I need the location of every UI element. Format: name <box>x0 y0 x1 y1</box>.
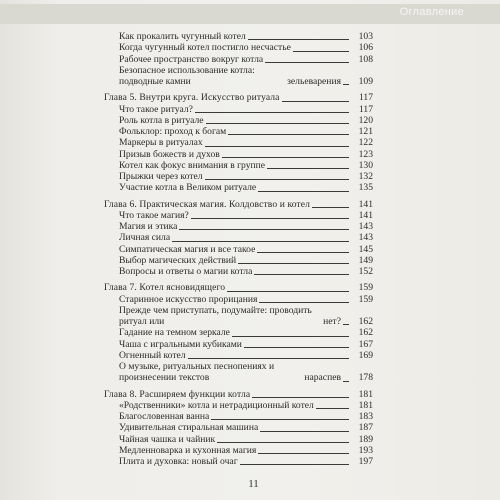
toc-entry-title: Старинное искусство прорицания <box>119 293 258 305</box>
toc-page-number: 123 <box>358 148 373 160</box>
leader-line <box>259 302 349 303</box>
toc-entry <box>104 422 373 433</box>
toc-entry <box>104 31 373 42</box>
toc-chapter <box>104 199 373 210</box>
toc-entry <box>104 400 373 411</box>
toc-entry <box>104 65 373 88</box>
toc-page-number: 162 <box>358 316 373 327</box>
toc-page-number: 159 <box>358 282 373 294</box>
toc-entry <box>104 327 373 338</box>
leader-line <box>293 51 349 52</box>
toc-entry-title-line1: Прежде чем приступать, подумайте: проводить ритуал или <box>119 304 312 327</box>
toc-page-number: 183 <box>358 411 373 422</box>
table-of-contents <box>104 31 373 467</box>
toc-page-number: 143 <box>358 221 373 232</box>
toc-entry <box>104 339 373 350</box>
toc-entry-title-line2: нет? <box>323 316 341 327</box>
toc-page-number: 135 <box>358 182 373 194</box>
toc-page-number: 122 <box>358 137 373 149</box>
toc-entry-title: Как прокалить чугунный котел <box>119 31 246 42</box>
toc-page-number: 121 <box>358 126 373 137</box>
toc-entry-title: Благословенная ванна <box>119 411 210 422</box>
toc-entry-title: Симпатическая магия и все такое <box>119 243 256 255</box>
toc-page-number: 130 <box>358 159 373 171</box>
toc-entry <box>104 149 373 160</box>
toc-page-number: 120 <box>358 114 373 126</box>
leader-line <box>188 358 349 359</box>
leader-line <box>205 179 349 180</box>
page-footer <box>0 478 500 490</box>
toc-page-number: 141 <box>358 198 373 210</box>
toc-entry-title-line1: О музыке, ритуальных песнопениях и произнесении текстов <box>119 361 275 384</box>
toc-entry <box>104 294 373 305</box>
leader-line <box>205 146 349 147</box>
toc-entry <box>104 361 373 384</box>
toc-entry-title: Чаша с игральными кубиками <box>119 338 242 350</box>
toc-page-number: 109 <box>358 76 373 87</box>
toc-entry-title: Призыв божеств и духов <box>119 148 220 160</box>
toc-page-number: 197 <box>358 456 373 467</box>
leader-line <box>257 252 349 253</box>
toc-page-number: 149 <box>358 254 373 266</box>
leader-line <box>206 123 349 124</box>
leader-line <box>191 218 349 219</box>
toc-entry-title: Прыжки через котел <box>119 171 203 182</box>
toc-entry <box>104 104 373 115</box>
toc-chapter-title: Глава 7. Котел ясновидящего <box>104 282 226 294</box>
toc-entry <box>104 305 373 328</box>
toc-entry <box>104 126 373 137</box>
toc-chapter <box>104 389 373 400</box>
toc-page-number: 145 <box>358 243 373 255</box>
toc-chapter <box>104 92 373 103</box>
toc-chapter-title: Глава 8. Расширяем функции котла <box>104 388 251 400</box>
leader-line <box>222 157 349 158</box>
toc-entry-title-line2: нараспев <box>304 372 341 384</box>
leader-line <box>258 191 349 192</box>
toc-page-number: 181 <box>358 399 373 411</box>
leader-line <box>316 408 349 409</box>
toc-entry-title: Котел как фокус внимания в группе <box>119 159 266 171</box>
leader-line <box>254 274 349 275</box>
section-title: Оглавление <box>399 6 464 18</box>
toc-entry <box>104 115 373 126</box>
toc-entry <box>104 232 373 243</box>
toc-entry-title: Чайная чашка и чайник <box>119 433 216 445</box>
toc-entry-line2 <box>323 316 373 327</box>
toc-page-number: 108 <box>358 53 373 65</box>
toc-entry-line2 <box>304 372 373 383</box>
toc-entry <box>104 42 373 53</box>
toc-page-number: 187 <box>358 422 373 434</box>
toc-entry <box>104 210 373 221</box>
leader-line <box>211 419 349 420</box>
leader-line <box>227 291 349 292</box>
toc-entry <box>104 350 373 361</box>
toc-page-number: 181 <box>358 388 373 400</box>
leader-line <box>312 207 349 208</box>
toc-page-number: 141 <box>358 209 373 221</box>
toc-chapter <box>104 282 373 293</box>
leader-line <box>258 453 349 454</box>
leader-line <box>240 464 349 465</box>
leader-line <box>232 336 349 337</box>
leader-line <box>265 62 349 63</box>
leader-line <box>248 39 349 40</box>
toc-entry <box>104 411 373 422</box>
toc-entry <box>104 434 373 445</box>
toc-entry <box>104 182 373 193</box>
toc-entry <box>104 445 373 456</box>
toc-page-number: 106 <box>358 42 373 54</box>
toc-page-number: 117 <box>358 103 373 115</box>
toc-entry-title: Магия и этика <box>119 221 178 232</box>
leader-line <box>172 241 349 242</box>
toc-entry-title-line2: зельеварения <box>287 76 341 87</box>
toc-entry <box>104 221 373 232</box>
toc-entry-title: Что такое ритуал? <box>119 103 193 115</box>
toc-entry <box>104 244 373 255</box>
toc-entry-title: Вопросы и ответы о магии котла <box>119 266 253 277</box>
leader-line <box>238 263 349 264</box>
toc-page-number: 117 <box>358 92 373 104</box>
toc-entry-title: Выбор магических действий <box>119 254 237 266</box>
toc-entry <box>104 160 373 171</box>
toc-entry <box>104 266 373 277</box>
toc-entry-title: Личная сила <box>119 232 171 244</box>
toc-entry-title: Рабочее пространство вокруг котла <box>119 53 264 65</box>
toc-chapter-title: Глава 5. Внутри круга. Искусство ритуала <box>104 92 280 104</box>
leader-line <box>282 101 349 102</box>
toc-entry <box>104 255 373 266</box>
toc-entry-title: Участие котла в Великом ритуале <box>119 182 257 194</box>
toc-entry <box>104 456 373 467</box>
toc-entry-title: Что такое магия? <box>119 209 189 221</box>
toc-page-number: 169 <box>358 349 373 361</box>
toc-page-number: 193 <box>358 444 373 456</box>
toc-entry-title: Гадание на темном зеркале <box>119 327 230 339</box>
toc-entry <box>104 54 373 65</box>
toc-entry-title: Когда чугунный котел постигло несчастье <box>119 42 291 54</box>
toc-entry <box>104 171 373 182</box>
running-header <box>0 4 500 24</box>
toc-page-number: 178 <box>358 372 373 384</box>
toc-page-number: 189 <box>358 433 373 445</box>
leader-line <box>267 168 349 169</box>
toc-entry-title: Огненный котел <box>119 349 186 361</box>
toc-entry-title: Фольклор: проход к богам <box>119 126 227 137</box>
toc-entry-title: Плита и духовка: новый очаг <box>119 456 238 467</box>
toc-entry-line2 <box>287 76 373 87</box>
leader-line <box>217 442 349 443</box>
toc-page-number: 167 <box>358 338 373 350</box>
page-number: 11 <box>248 478 259 490</box>
toc-entry-title-line1: Безопасное использование котла: подводные камни <box>119 64 255 87</box>
toc-page-number: 143 <box>358 232 373 244</box>
toc-page-number: 152 <box>358 266 373 277</box>
toc-page-number: 132 <box>358 171 373 182</box>
toc-page-number: 159 <box>358 293 373 305</box>
leader-line <box>228 134 349 135</box>
toc-entry-title: «Родственники» котла и нетрадиционный котел <box>119 399 314 411</box>
leader-line <box>244 347 349 348</box>
leader-line <box>179 229 349 230</box>
toc-entry-title: Роль котла в ритуале <box>119 114 204 126</box>
toc-entry-title: Удивительная стиральная машина <box>119 422 259 434</box>
leader-line <box>195 112 349 113</box>
toc-page-number: 162 <box>358 327 373 339</box>
toc-entry-title: Маркеры в ритуалах <box>119 137 203 149</box>
leader-line <box>252 397 349 398</box>
toc-page-number: 103 <box>358 31 373 42</box>
toc-entry-title: Медленноварка и кухонная магия <box>119 444 257 456</box>
leader-line <box>260 431 349 432</box>
toc-entry <box>104 137 373 148</box>
toc-chapter-title: Глава 6. Практическая магия. Колдовство и котел <box>104 198 311 210</box>
